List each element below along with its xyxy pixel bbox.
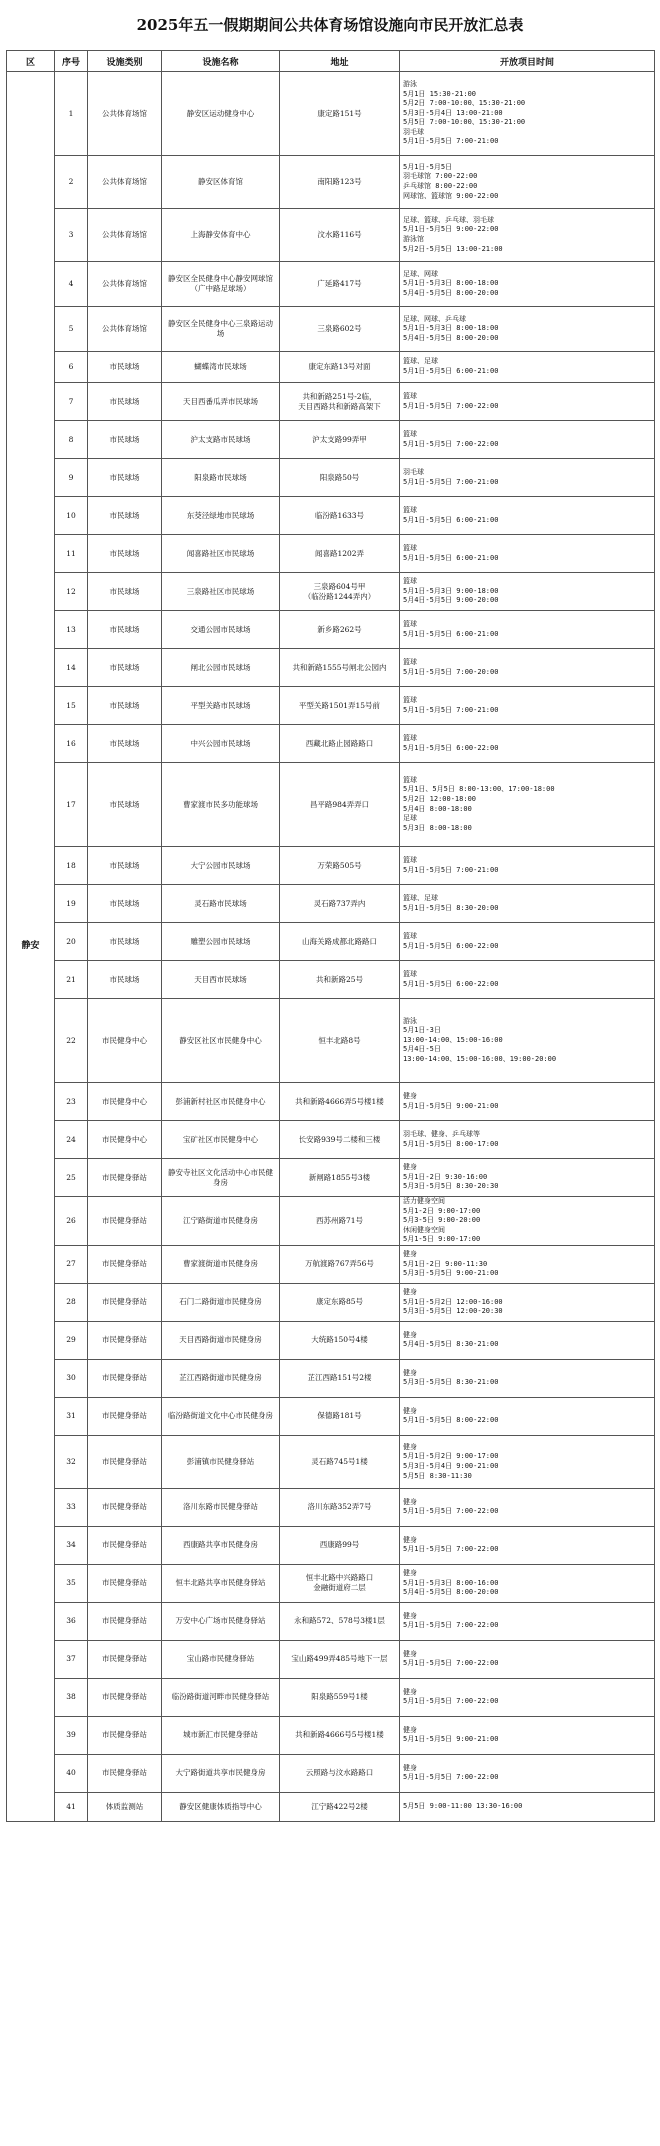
table-row — [7, 1435, 655, 1488]
table-row — [7, 535, 655, 573]
open-hours-cell: 5月5日 9:00-11:00 13:30-16:00 — [400, 1792, 655, 1821]
open-hours-cell: 健身 5月1日-5月5日 7:00-22:00 — [400, 1640, 655, 1678]
table-row — [7, 1526, 655, 1564]
open-hours-cell: 健身 5月1日-2日 9:30-16:00 5月3日-5月5日 8:30-20:30 — [400, 1159, 655, 1197]
category-cell: 市民球场 — [88, 352, 162, 383]
address-cell: 共和新路25号 — [280, 961, 400, 999]
category-cell: 市民球场 — [88, 611, 162, 649]
open-hours-cell: 篮球 5月1日-5月5日 7:00-20:00 — [400, 649, 655, 687]
address-cell: 闻喜路1202弄 — [280, 535, 400, 573]
table-row — [7, 262, 655, 307]
facility-name-cell: 东茭泾绿地市民球场 — [162, 497, 280, 535]
address-cell: 共和新路4666弄5号楼1楼 — [280, 1083, 400, 1121]
table-row — [7, 307, 655, 352]
address-cell: 南阳路123号 — [280, 156, 400, 209]
row-number-cell: 27 — [55, 1245, 88, 1283]
row-number-cell: 20 — [55, 923, 88, 961]
address-cell: 洛川东路352弄7号 — [280, 1488, 400, 1526]
facility-name-cell: 中兴公园市民球场 — [162, 725, 280, 763]
open-hours-cell: 篮球 5月1日-5月5日 6:00-22:00 — [400, 923, 655, 961]
facility-name-cell: 静安区运动健身中心 — [162, 72, 280, 156]
table-row — [7, 1359, 655, 1397]
address-cell: 阳泉路50号 — [280, 459, 400, 497]
category-cell: 市民健身驿站 — [88, 1435, 162, 1488]
header-district: 区 — [7, 51, 55, 72]
category-cell: 市民健身驿站 — [88, 1359, 162, 1397]
facility-name-cell: 曹家渡市民多功能球场 — [162, 763, 280, 847]
open-hours-cell: 篮球、足球 5月1日-5月5日 8:30-20:00 — [400, 885, 655, 923]
address-cell: 恒丰北路8号 — [280, 999, 400, 1083]
facility-name-cell: 西康路共享市民健身房 — [162, 1526, 280, 1564]
address-cell: 恒丰北路中兴路路口 金融街道府二层 — [280, 1564, 400, 1602]
category-cell: 市民健身中心 — [88, 1083, 162, 1121]
facility-name-cell: 大宁路街道共享市民健身房 — [162, 1754, 280, 1792]
page-title: 2025年五一假期期间公共体育场馆设施向市民开放汇总表 — [136, 16, 524, 34]
open-hours-cell: 健身 5月4日-5月5日 8:30-21:00 — [400, 1321, 655, 1359]
row-number-cell: 13 — [55, 611, 88, 649]
open-hours-cell: 篮球 5月1日-5月5日 7:00-22:00 — [400, 421, 655, 459]
facility-name-cell: 上海静安体育中心 — [162, 209, 280, 262]
category-cell: 市民健身驿站 — [88, 1397, 162, 1435]
open-hours-cell: 游泳 5月1日 15:30-21:00 5月2日 7:00-10:00、15:30-21:00 5月3日-5月4日 13:00-21:00 5月5日 7:00-10:00、15:30-21:00 羽毛球 5月1日-5月5日 7:00-21:00 — [400, 72, 655, 156]
table-row — [7, 1197, 655, 1246]
row-number-cell: 21 — [55, 961, 88, 999]
table-row — [7, 1602, 655, 1640]
category-cell: 市民球场 — [88, 923, 162, 961]
table-row — [7, 459, 655, 497]
facility-name-cell: 闻喜路社区市民球场 — [162, 535, 280, 573]
address-cell: 新乡路262号 — [280, 611, 400, 649]
facility-name-cell: 彭浦镇市民健身驿站 — [162, 1435, 280, 1488]
table-row — [7, 649, 655, 687]
category-cell: 市民球场 — [88, 687, 162, 725]
row-number-cell: 16 — [55, 725, 88, 763]
category-cell: 公共体育场馆 — [88, 72, 162, 156]
table-row — [7, 1678, 655, 1716]
table-row — [7, 1488, 655, 1526]
table-row — [7, 611, 655, 649]
row-number-cell: 12 — [55, 573, 88, 611]
row-number-cell: 10 — [55, 497, 88, 535]
address-cell: 康定东路85号 — [280, 1283, 400, 1321]
address-cell: 大统路150号4楼 — [280, 1321, 400, 1359]
address-cell: 西苏州路71号 — [280, 1197, 400, 1246]
table-row — [7, 1283, 655, 1321]
facility-name-cell: 静安区社区市民健身中心 — [162, 999, 280, 1083]
category-cell: 市民球场 — [88, 649, 162, 687]
category-cell: 市民健身驿站 — [88, 1321, 162, 1359]
table-row — [7, 1564, 655, 1602]
category-cell: 市民球场 — [88, 421, 162, 459]
row-number-cell: 35 — [55, 1564, 88, 1602]
category-cell: 市民健身驿站 — [88, 1640, 162, 1678]
facility-name-cell: 静安区全民健身中心静安网球馆 （广中路足球场） — [162, 262, 280, 307]
row-number-cell: 19 — [55, 885, 88, 923]
open-hours-cell: 篮球 5月1日-5月5日 6:00-22:00 — [400, 961, 655, 999]
address-cell: 沪太支路99弄甲 — [280, 421, 400, 459]
table-row — [7, 1121, 655, 1159]
open-hours-cell: 健身 5月1日-5月5日 9:00-21:00 — [400, 1083, 655, 1121]
facility-table — [6, 50, 655, 1822]
facility-name-cell: 万安中心广场市民健身驿站 — [162, 1602, 280, 1640]
row-number-cell: 7 — [55, 383, 88, 421]
address-cell: 灵石路737弄内 — [280, 885, 400, 923]
facility-name-cell: 洛川东路市民健身驿站 — [162, 1488, 280, 1526]
category-cell: 市民健身驿站 — [88, 1245, 162, 1283]
address-cell: 西藏北路止园路路口 — [280, 725, 400, 763]
open-hours-cell: 篮球 5月1日-5月5日 6:00-21:00 — [400, 535, 655, 573]
table-row — [7, 847, 655, 885]
table-row — [7, 209, 655, 262]
table-row — [7, 1792, 655, 1821]
facility-name-cell: 临汾路街道河畔市民健身驿站 — [162, 1678, 280, 1716]
facility-name-cell: 静安区健康体质指导中心 — [162, 1792, 280, 1821]
category-cell: 市民健身驿站 — [88, 1602, 162, 1640]
address-cell: 共和新路4666号5号楼1楼 — [280, 1716, 400, 1754]
address-cell: 昌平路984弄弄口 — [280, 763, 400, 847]
table-row — [7, 961, 655, 999]
table-row — [7, 1083, 655, 1121]
facility-name-cell: 静安寺社区文化活动中心市民健身房 — [162, 1159, 280, 1197]
category-cell: 体质监测站 — [88, 1792, 162, 1821]
address-cell: 永和路572、578号3楼1层 — [280, 1602, 400, 1640]
row-number-cell: 32 — [55, 1435, 88, 1488]
open-hours-cell: 健身 5月1日-5月2日 12:00-16:00 5月3日-5月5日 12:00-20:30 — [400, 1283, 655, 1321]
open-hours-cell: 健身 5月1日-5月5日 8:00-22:00 — [400, 1397, 655, 1435]
open-hours-cell: 篮球 5月1日-5月5日 7:00-21:00 — [400, 847, 655, 885]
open-hours-cell: 足球、篮球、乒乓球、羽毛球 5月1日-5月5日 9:00-22:00 游泳馆 5月2日-5月5日 13:00-21:00 — [400, 209, 655, 262]
address-cell: 万荣路505号 — [280, 847, 400, 885]
open-hours-cell: 篮球 5月1日-5月5日 6:00-22:00 — [400, 725, 655, 763]
category-cell: 市民健身中心 — [88, 999, 162, 1083]
open-hours-cell: 健身 5月1日-5月5日 7:00-22:00 — [400, 1602, 655, 1640]
row-number-cell: 36 — [55, 1602, 88, 1640]
category-cell: 市民健身驿站 — [88, 1754, 162, 1792]
row-number-cell: 40 — [55, 1754, 88, 1792]
table-row — [7, 497, 655, 535]
open-hours-cell: 篮球 5月1日-5月5日 7:00-22:00 — [400, 383, 655, 421]
open-hours-cell: 健身 5月1日-2日 9:00-11:30 5月3日-5月5日 9:00-21:00 — [400, 1245, 655, 1283]
address-cell: 西康路99号 — [280, 1526, 400, 1564]
address-cell: 三泉路602号 — [280, 307, 400, 352]
facility-name-cell: 灵石路市民球场 — [162, 885, 280, 923]
address-cell: 灵石路745号1楼 — [280, 1435, 400, 1488]
table-row — [7, 885, 655, 923]
table-row — [7, 72, 655, 156]
row-number-cell: 11 — [55, 535, 88, 573]
address-cell: 临汾路1633号 — [280, 497, 400, 535]
row-number-cell: 29 — [55, 1321, 88, 1359]
category-cell: 市民健身驿站 — [88, 1526, 162, 1564]
category-cell: 市民球场 — [88, 725, 162, 763]
facility-name-cell: 静安区体育馆 — [162, 156, 280, 209]
row-number-cell: 4 — [55, 262, 88, 307]
facility-name-cell: 平型关路市民球场 — [162, 687, 280, 725]
facility-name-cell: 沪太支路市民球场 — [162, 421, 280, 459]
header-category: 设施类别 — [88, 51, 162, 72]
address-cell: 山海关路成都北路路口 — [280, 923, 400, 961]
row-number-cell: 31 — [55, 1397, 88, 1435]
row-number-cell: 37 — [55, 1640, 88, 1678]
facility-name-cell: 江宁路街道市民健身房 — [162, 1197, 280, 1246]
address-cell: 万航渡路767弄56号 — [280, 1245, 400, 1283]
address-cell: 广延路417号 — [280, 262, 400, 307]
category-cell: 市民健身驿站 — [88, 1283, 162, 1321]
address-cell: 康定路151号 — [280, 72, 400, 156]
header-facility-name: 设施名称 — [162, 51, 280, 72]
category-cell: 市民健身驿站 — [88, 1159, 162, 1197]
table-row — [7, 1754, 655, 1792]
address-cell: 云照路与汶水路路口 — [280, 1754, 400, 1792]
address-cell: 芷江西路151号2楼 — [280, 1359, 400, 1397]
facility-name-cell: 天目西番瓜弄市民球场 — [162, 383, 280, 421]
row-number-cell: 22 — [55, 999, 88, 1083]
row-number-cell: 8 — [55, 421, 88, 459]
open-hours-cell: 活力健身空间 5月1-2日 9:00-17:00 5月3-5日 9:00-20:00 休闲健身空间 5月1-5日 9:00-17:00 — [400, 1197, 655, 1246]
header-address: 地址 — [280, 51, 400, 72]
category-cell: 市民健身中心 — [88, 1121, 162, 1159]
category-cell: 市民健身驿站 — [88, 1678, 162, 1716]
table-row — [7, 1321, 655, 1359]
category-cell: 市民球场 — [88, 885, 162, 923]
row-number-cell: 26 — [55, 1197, 88, 1246]
row-number-cell: 30 — [55, 1359, 88, 1397]
address-cell: 共和新路1555号闸北公园内 — [280, 649, 400, 687]
row-number-cell: 41 — [55, 1792, 88, 1821]
category-cell: 市民球场 — [88, 961, 162, 999]
facility-name-cell: 蝴蝶湾市民球场 — [162, 352, 280, 383]
category-cell: 市民球场 — [88, 497, 162, 535]
facility-name-cell: 大宁公园市民球场 — [162, 847, 280, 885]
row-number-cell: 38 — [55, 1678, 88, 1716]
facility-name-cell: 阳泉路市民球场 — [162, 459, 280, 497]
facility-name-cell: 城市新汇市民健身驿站 — [162, 1716, 280, 1754]
row-number-cell: 15 — [55, 687, 88, 725]
open-hours-cell: 健身 5月3日-5月5日 8:30-21:00 — [400, 1359, 655, 1397]
row-number-cell: 17 — [55, 763, 88, 847]
address-cell: 康定东路13号对面 — [280, 352, 400, 383]
category-cell: 市民球场 — [88, 383, 162, 421]
row-number-cell: 34 — [55, 1526, 88, 1564]
open-hours-cell: 篮球、足球 5月1日-5月5日 6:00-21:00 — [400, 352, 655, 383]
table-row — [7, 687, 655, 725]
category-cell: 市民健身驿站 — [88, 1716, 162, 1754]
open-hours-cell: 羽毛球 5月1日-5月5日 7:00-21:00 — [400, 459, 655, 497]
table-row — [7, 923, 655, 961]
open-hours-cell: 足球、网球、乒乓球 5月1日-5月3日 8:00-18:00 5月4日-5月5日 8:00-20:00 — [400, 307, 655, 352]
address-cell: 汶水路116号 — [280, 209, 400, 262]
table-row — [7, 763, 655, 847]
facility-name-cell: 临汾路街道文化中心市民健身房 — [162, 1397, 280, 1435]
address-cell: 三泉路604号甲 （临汾路1244弄内） — [280, 573, 400, 611]
facility-name-cell: 曹家渡街道市民健身房 — [162, 1245, 280, 1283]
row-number-cell: 28 — [55, 1283, 88, 1321]
facility-name-cell: 雕塑公园市民球场 — [162, 923, 280, 961]
address-cell: 平型关路1501弄15号前 — [280, 687, 400, 725]
table-row — [7, 156, 655, 209]
district-cell: 静安 — [7, 72, 55, 1822]
address-cell: 共和新路251号-2临， 天目西路共和新路高架下 — [280, 383, 400, 421]
address-cell: 新闸路1855号3楼 — [280, 1159, 400, 1197]
open-hours-cell: 5月1日-5月5日 羽毛球馆 7:00-22:00 乒乓球馆 8:00-22:00 网球馆、篮球馆 9:00-22:00 — [400, 156, 655, 209]
table-row — [7, 1245, 655, 1283]
table-row — [7, 352, 655, 383]
category-cell: 市民健身驿站 — [88, 1197, 162, 1246]
row-number-cell: 25 — [55, 1159, 88, 1197]
category-cell: 市民健身驿站 — [88, 1488, 162, 1526]
row-number-cell: 3 — [55, 209, 88, 262]
open-hours-cell: 健身 5月1日-5月3日 8:00-16:00 5月4日-5月5日 8:00-20:00 — [400, 1564, 655, 1602]
address-cell: 宝山路499弄485号地下一层 — [280, 1640, 400, 1678]
facility-name-cell: 静安区全民健身中心三泉路运动场 — [162, 307, 280, 352]
address-cell: 长安路939号二楼和三楼 — [280, 1121, 400, 1159]
table-header-row — [7, 51, 655, 72]
table-row — [7, 1159, 655, 1197]
open-hours-cell: 健身 5月1日-5月2日 9:00-17:00 5月3日-5月4日 9:00-21:00 5月5日 8:30-11:30 — [400, 1435, 655, 1488]
table-row — [7, 1716, 655, 1754]
row-number-cell: 23 — [55, 1083, 88, 1121]
category-cell: 公共体育场馆 — [88, 262, 162, 307]
table-body — [7, 72, 655, 1822]
open-hours-cell: 篮球 5月1日、5月5日 8:00-13:00、17:00-18:00 5月2日 12:00-18:00 5月4日 8:00-18:00 足球 5月3日 8:00-18:00 — [400, 763, 655, 847]
address-cell: 阳泉路559号1楼 — [280, 1678, 400, 1716]
facility-name-cell: 交通公园市民球场 — [162, 611, 280, 649]
open-hours-cell: 健身 5月1日-5月5日 9:00-21:00 — [400, 1716, 655, 1754]
open-hours-cell: 篮球 5月1日-5月3日 9:00-18:00 5月4日-5月5日 9:00-20:00 — [400, 573, 655, 611]
category-cell: 市民健身驿站 — [88, 1564, 162, 1602]
facility-name-cell: 石门二路街道市民健身房 — [162, 1283, 280, 1321]
row-number-cell: 2 — [55, 156, 88, 209]
row-number-cell: 5 — [55, 307, 88, 352]
category-cell: 市民球场 — [88, 573, 162, 611]
category-cell: 公共体育场馆 — [88, 156, 162, 209]
table-row — [7, 573, 655, 611]
address-cell: 江宁路422号2楼 — [280, 1792, 400, 1821]
address-cell: 保德路181号 — [280, 1397, 400, 1435]
facility-name-cell: 天目西市民球场 — [162, 961, 280, 999]
header-number: 序号 — [55, 51, 88, 72]
facility-name-cell: 宝山路市民健身驿站 — [162, 1640, 280, 1678]
facility-name-cell: 恒丰北路共享市民健身驿站 — [162, 1564, 280, 1602]
facility-name-cell: 三泉路社区市民球场 — [162, 573, 280, 611]
row-number-cell: 9 — [55, 459, 88, 497]
facility-name-cell: 宝矿社区市民健身中心 — [162, 1121, 280, 1159]
category-cell: 市民球场 — [88, 847, 162, 885]
facility-name-cell: 闸北公园市民球场 — [162, 649, 280, 687]
table-row — [7, 383, 655, 421]
facility-name-cell: 天目西路街道市民健身房 — [162, 1321, 280, 1359]
open-hours-cell: 篮球 5月1日-5月5日 7:00-21:00 — [400, 687, 655, 725]
table-row — [7, 421, 655, 459]
row-number-cell: 24 — [55, 1121, 88, 1159]
table-row — [7, 1640, 655, 1678]
table-row — [7, 1397, 655, 1435]
row-number-cell: 1 — [55, 72, 88, 156]
open-hours-cell: 羽毛球、健身、乒乓球等 5月1日-5月5日 8:00-17:00 — [400, 1121, 655, 1159]
category-cell: 市民球场 — [88, 535, 162, 573]
open-hours-cell: 健身 5月1日-5月5日 7:00-22:00 — [400, 1488, 655, 1526]
open-hours-cell: 游泳 5月1日-3日 13:00-14:00、15:00-16:00 5月4日-5日 13:00-14:00、15:00-16:00、19:00-20:00 — [400, 999, 655, 1083]
open-hours-cell: 健身 5月1日-5月5日 7:00-22:00 — [400, 1754, 655, 1792]
category-cell: 市民球场 — [88, 763, 162, 847]
category-cell: 公共体育场馆 — [88, 209, 162, 262]
row-number-cell: 39 — [55, 1716, 88, 1754]
row-number-cell: 18 — [55, 847, 88, 885]
facility-name-cell: 芷江西路街道市民健身房 — [162, 1359, 280, 1397]
row-number-cell: 14 — [55, 649, 88, 687]
table-row — [7, 725, 655, 763]
open-hours-cell: 健身 5月1日-5月5日 7:00-22:00 — [400, 1526, 655, 1564]
open-hours-cell: 篮球 5月1日-5月5日 6:00-21:00 — [400, 497, 655, 535]
category-cell: 公共体育场馆 — [88, 307, 162, 352]
header-open-hours: 开放项目时间 — [400, 51, 655, 72]
row-number-cell: 6 — [55, 352, 88, 383]
open-hours-cell: 健身 5月1日-5月5日 7:00-22:00 — [400, 1678, 655, 1716]
open-hours-cell: 足球、网球 5月1日-5月3日 8:00-18:00 5月4日-5月5日 8:00-20:00 — [400, 262, 655, 307]
facility-name-cell: 彭浦新村社区市民健身中心 — [162, 1083, 280, 1121]
open-hours-cell: 篮球 5月1日-5月5日 6:00-21:00 — [400, 611, 655, 649]
category-cell: 市民球场 — [88, 459, 162, 497]
table-row — [7, 999, 655, 1083]
row-number-cell: 33 — [55, 1488, 88, 1526]
